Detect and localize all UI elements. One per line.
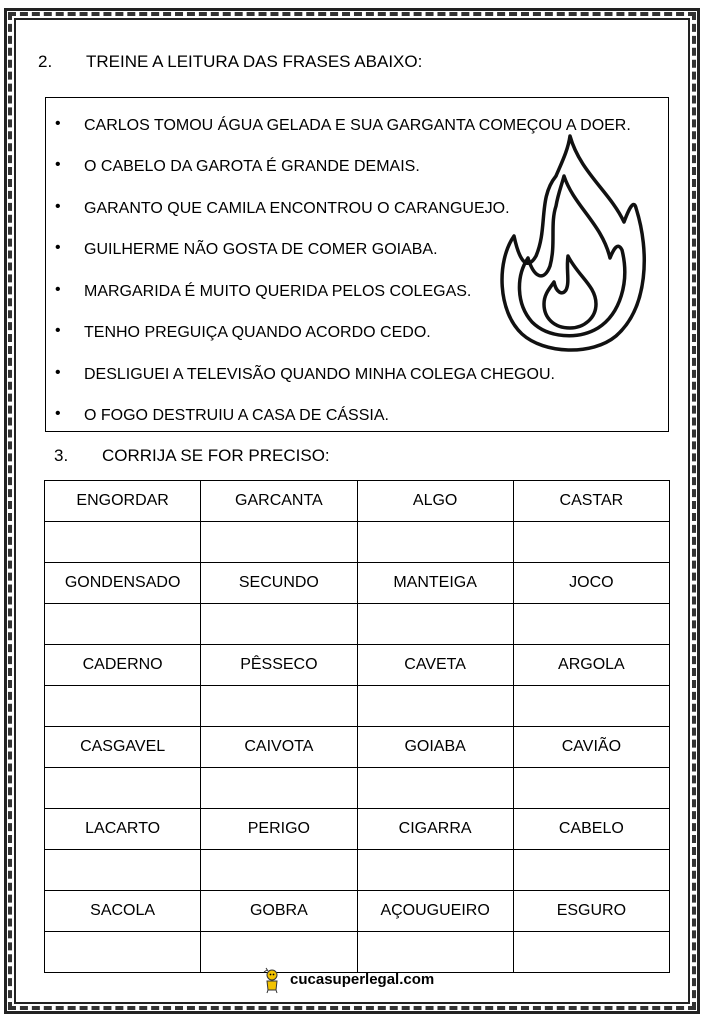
answer-cell[interactable] <box>513 522 669 563</box>
answer-cell[interactable] <box>357 850 513 891</box>
answer-cell[interactable] <box>201 686 357 727</box>
word-cell: CASTAR <box>513 481 669 522</box>
sentence-text: O FOGO DESTRUIU A CASA DE CÁSSIA. <box>84 407 389 424</box>
question-3-number: 3. <box>54 446 69 465</box>
word-cell: ENGORDAR <box>45 481 201 522</box>
answer-row <box>45 604 670 645</box>
bullet: • <box>55 405 61 422</box>
sentence-text: DESLIGUEI A TELEVISÃO QUANDO MINHA COLEGA CHEGOU. <box>84 366 555 383</box>
word-row <box>45 563 670 604</box>
sentence-text: O CABELO DA GAROTA É GRANDE DEMAIS. <box>84 158 420 175</box>
answer-cell[interactable] <box>513 850 669 891</box>
word-cell: LACARTO <box>45 809 201 850</box>
answer-row <box>45 686 670 727</box>
answer-row <box>45 768 670 809</box>
word-row <box>45 727 670 768</box>
word-cell: CAVETA <box>357 645 513 686</box>
word-row <box>45 891 670 932</box>
bullet: • <box>55 239 61 256</box>
sentence-text: CARLOS TOMOU ÁGUA GELADA E SUA GARGANTA COMEÇOU A DOER. <box>84 117 631 134</box>
answer-cell[interactable] <box>357 686 513 727</box>
sentence-text: GUILHERME NÃO GOSTA DE COMER GOIABA. <box>84 241 438 258</box>
word-cell: PÊSSECO <box>201 645 357 686</box>
bullet: • <box>55 322 61 339</box>
answer-cell[interactable] <box>201 604 357 645</box>
bullet: • <box>55 156 61 173</box>
word-row <box>45 809 670 850</box>
question-3-heading <box>54 446 330 466</box>
answer-cell[interactable] <box>357 522 513 563</box>
word-cell: CADERNO <box>45 645 201 686</box>
answer-cell[interactable] <box>357 604 513 645</box>
word-cell: CAVIÃO <box>513 727 669 768</box>
answer-cell[interactable] <box>201 522 357 563</box>
question-2-heading <box>38 52 422 72</box>
answer-cell[interactable] <box>357 768 513 809</box>
sentence-text: TENHO PREGUIÇA QUANDO ACORDO CEDO. <box>84 324 431 341</box>
answer-cell[interactable] <box>45 768 201 809</box>
word-cell: GOIABA <box>357 727 513 768</box>
word-cell: AÇOUGUEIRO <box>357 891 513 932</box>
word-cell: CAIVOTA <box>201 727 357 768</box>
answer-cell[interactable] <box>201 768 357 809</box>
answer-cell[interactable] <box>513 686 669 727</box>
answer-cell[interactable] <box>45 686 201 727</box>
footer <box>0 966 709 994</box>
answer-cell[interactable] <box>45 604 201 645</box>
sentence-text: GARANTO QUE CAMILA ENCONTROU O CARANGUEJO. <box>84 200 510 217</box>
word-cell: GONDENSADO <box>45 563 201 604</box>
word-cell: SECUNDO <box>201 563 357 604</box>
word-cell: CASGAVEL <box>45 727 201 768</box>
answer-cell[interactable] <box>201 850 357 891</box>
word-cell: CIGARRA <box>357 809 513 850</box>
bullet: • <box>55 115 61 132</box>
question-2-title: TREINE A LEITURA DAS FRASES ABAIXO: <box>86 52 423 71</box>
word-cell: ESGURO <box>513 891 669 932</box>
word-row <box>45 481 670 522</box>
answer-cell[interactable] <box>45 850 201 891</box>
correction-table <box>44 480 670 973</box>
word-cell: SACOLA <box>45 891 201 932</box>
word-cell: ALGO <box>357 481 513 522</box>
footer-site-link[interactable]: cucasuperlegal.com <box>290 971 435 988</box>
word-cell: GARCANTA <box>201 481 357 522</box>
word-cell: MANTEIGA <box>357 563 513 604</box>
fire-icon <box>498 132 648 356</box>
bullet: • <box>55 198 61 215</box>
word-cell: JOCO <box>513 563 669 604</box>
word-cell: GOBRA <box>201 891 357 932</box>
word-row <box>45 645 670 686</box>
word-cell: ARGOLA <box>513 645 669 686</box>
answer-cell[interactable] <box>513 604 669 645</box>
answer-row <box>45 522 670 563</box>
word-cell: CABELO <box>513 809 669 850</box>
word-cell: PERIGO <box>201 809 357 850</box>
answer-cell[interactable] <box>45 522 201 563</box>
question-3-title: CORRIJA SE FOR PRECISO: <box>102 446 330 465</box>
answer-cell[interactable] <box>513 768 669 809</box>
question-2-number: 2. <box>38 52 53 71</box>
sentence-text: MARGARIDA É MUITO QUERIDA PELOS COLEGAS. <box>84 283 472 300</box>
mascot-icon <box>258 966 286 994</box>
answer-row <box>45 850 670 891</box>
bullet: • <box>55 281 61 298</box>
bullet: • <box>55 364 61 381</box>
